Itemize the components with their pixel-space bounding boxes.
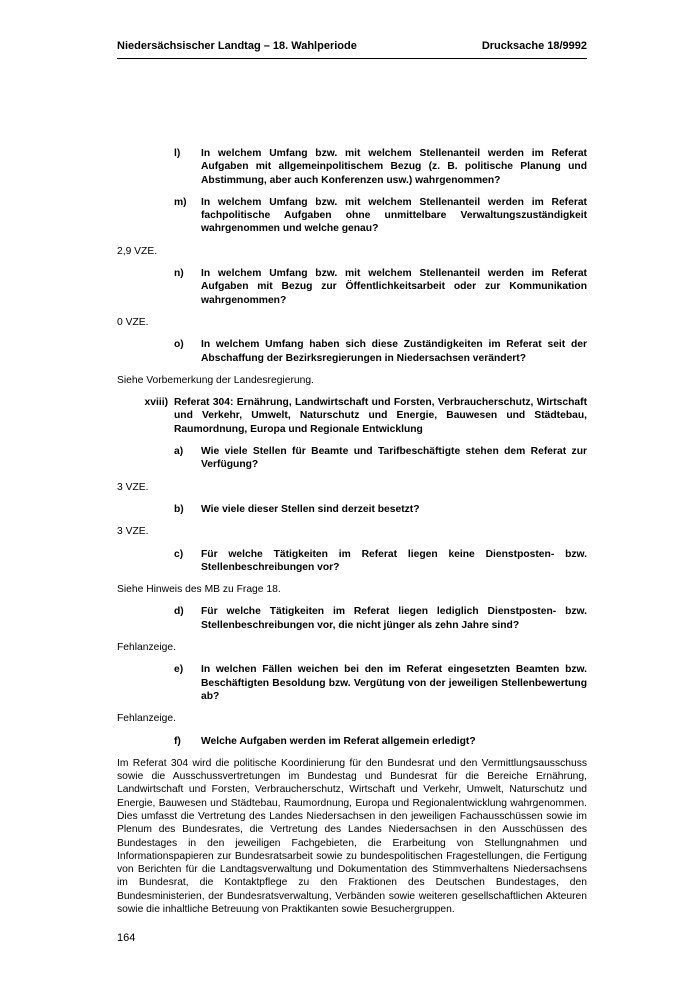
question-text: Wie viele dieser Stellen sind derzeit besetzt? bbox=[201, 503, 420, 515]
section-title: Referat 304: Ernährung, Landwirtschaft und Forsten, Verbraucherschutz, Wirtschaft und Verkehr, Umwelt, Naturschutz und Energie, Bauwesen und Städtebau, Raumordnung, Europa und Regionale Entwicklung bbox=[174, 397, 587, 435]
question-label: o) bbox=[174, 339, 184, 351]
question-a bbox=[174, 445, 587, 472]
question-text: Für welche Tätigkeiten im Referat liegen keine Dienstposten- bzw. Stellenbeschreibungen vor? bbox=[201, 548, 587, 573]
answer-b: 3 VZE. bbox=[117, 526, 149, 538]
answer-f: Im Referat 304 wird die politische Koordinierung für den Bundesrat und den Vermittlungsausschuss sowie die Ausschussvertretungen im Bundestag und Bundesrat für die Bereiche Ernährung, Landwirtschaft und Forsten, Verbraucherschutz, Wirtschaft und Verkehr, Umwelt, Naturschutz und Energie, Bauwesen und Städtebau, Raumordnung, Europa und Regionalentwicklung wahrgenommen. Dies umfasst die Vertretung des Landes Niedersachsen in den jeweiligen Fachausschüssen sowie im Plenum des Bundesrates, die Vertretung des Landes Niedersachsen in den Ausschüssen des Bundestages in den jeweiligen Fachgebieten, die Erarbeitung von Stellungnahmen und Informationspapieren zur Bundesratsarbeit sowie zu bundespolitischen Fragestellungen, die Fertigung von Berichten für die Landtagsverwaltung und Dokumentation des Stimmverhaltens Niedersachsens im Bundesrat, die Kontaktpflege zu den Fraktionen des Deutschen Bundestages, den Bundesministerien, der Bundesratsverwaltung, Verbänden sowie weiteren gesellschaftlichen Akteuren sowie die inhaltliche Betreuung von Praktikanten sowie Besuchergruppen. bbox=[117, 757, 587, 916]
question-text: Welche Aufgaben werden im Referat allgemein erledigt? bbox=[201, 735, 476, 747]
question-b bbox=[174, 503, 587, 516]
question-label: f) bbox=[174, 735, 181, 747]
question-text: In welchem Umfang bzw. mit welchem Stellenanteil werden im Referat fachpolitische Aufgaben ohne unmittelbare Verwaltungszuständigkeit wahrgenommen und welche genau? bbox=[201, 196, 587, 235]
document-body bbox=[117, 147, 587, 916]
header-left: Niedersächsischer Landtag – 18. Wahlperiode bbox=[117, 40, 357, 52]
question-text: In welchen Fällen weichen bei den im Referat eingesetzten Beamten bzw. Beschäftigten Besoldung bzw. Vergütung von der jeweiligen Stellenbewertung ab? bbox=[201, 664, 587, 702]
answer-a: 3 VZE. bbox=[117, 481, 149, 493]
question-label: a) bbox=[174, 446, 184, 458]
header-right: Drucksache 18/9992 bbox=[481, 40, 587, 52]
answer-d: Fehlanzeige. bbox=[117, 642, 176, 654]
answer-c: Siehe Hinweis des MB zu Frage 18. bbox=[117, 584, 281, 596]
page-number: 164 bbox=[117, 932, 136, 944]
question-label: m) bbox=[174, 196, 187, 208]
question-text: In welchem Umfang bzw. mit welchem Stellenanteil werden im Referat Aufgaben mit allgemeinpolitischem Bezug (z. B. politische Planung und Abstimmung, aber auch Konferenzen usw.) wahrgenommen? bbox=[201, 148, 587, 186]
header-rule bbox=[117, 58, 587, 59]
question-e bbox=[174, 663, 587, 703]
question-c bbox=[174, 548, 587, 575]
question-label: c) bbox=[174, 548, 184, 560]
answer-o: Siehe Vorbemerkung der Landesregierung. bbox=[117, 374, 314, 386]
question-label: l) bbox=[174, 148, 181, 159]
question-text: Für welche Tätigkeiten im Referat liegen lediglich Dienstposten- bzw. Stellenbeschreibungen vor, die nicht jünger als zehn Jahre sind? bbox=[201, 606, 587, 631]
section-label: xviii) bbox=[144, 397, 168, 409]
answer-e: Fehlanzeige. bbox=[117, 713, 176, 725]
question-text: In welchem Umfang bzw. mit welchem Stellenanteil werden im Referat Aufgaben mit Bezug zur Öffentlichkeitsarbeit oder zur Kommunikation wahrgenommen? bbox=[201, 268, 587, 306]
page-header bbox=[117, 40, 587, 52]
answer-n: 0 VZE. bbox=[117, 316, 149, 328]
question-l bbox=[174, 147, 587, 187]
question-text: In welchem Umfang haben sich diese Zuständigkeiten im Referat seit der Abschaffung der Bezirksregierungen in Niedersachsen verändert? bbox=[201, 339, 587, 364]
answer-m: 2,9 VZE. bbox=[117, 245, 158, 257]
question-f bbox=[174, 735, 587, 748]
question-m bbox=[174, 196, 587, 236]
question-text: Wie viele Stellen für Beamte und Tarifbeschäftigte stehen dem Referat zur Verfügung? bbox=[201, 446, 587, 471]
question-label: n) bbox=[174, 268, 184, 280]
question-label: e) bbox=[174, 664, 184, 676]
question-o bbox=[174, 338, 587, 365]
section-heading bbox=[117, 396, 587, 436]
question-label: d) bbox=[174, 606, 184, 618]
question-label: b) bbox=[174, 503, 184, 515]
question-d bbox=[174, 605, 587, 632]
question-n bbox=[174, 267, 587, 307]
